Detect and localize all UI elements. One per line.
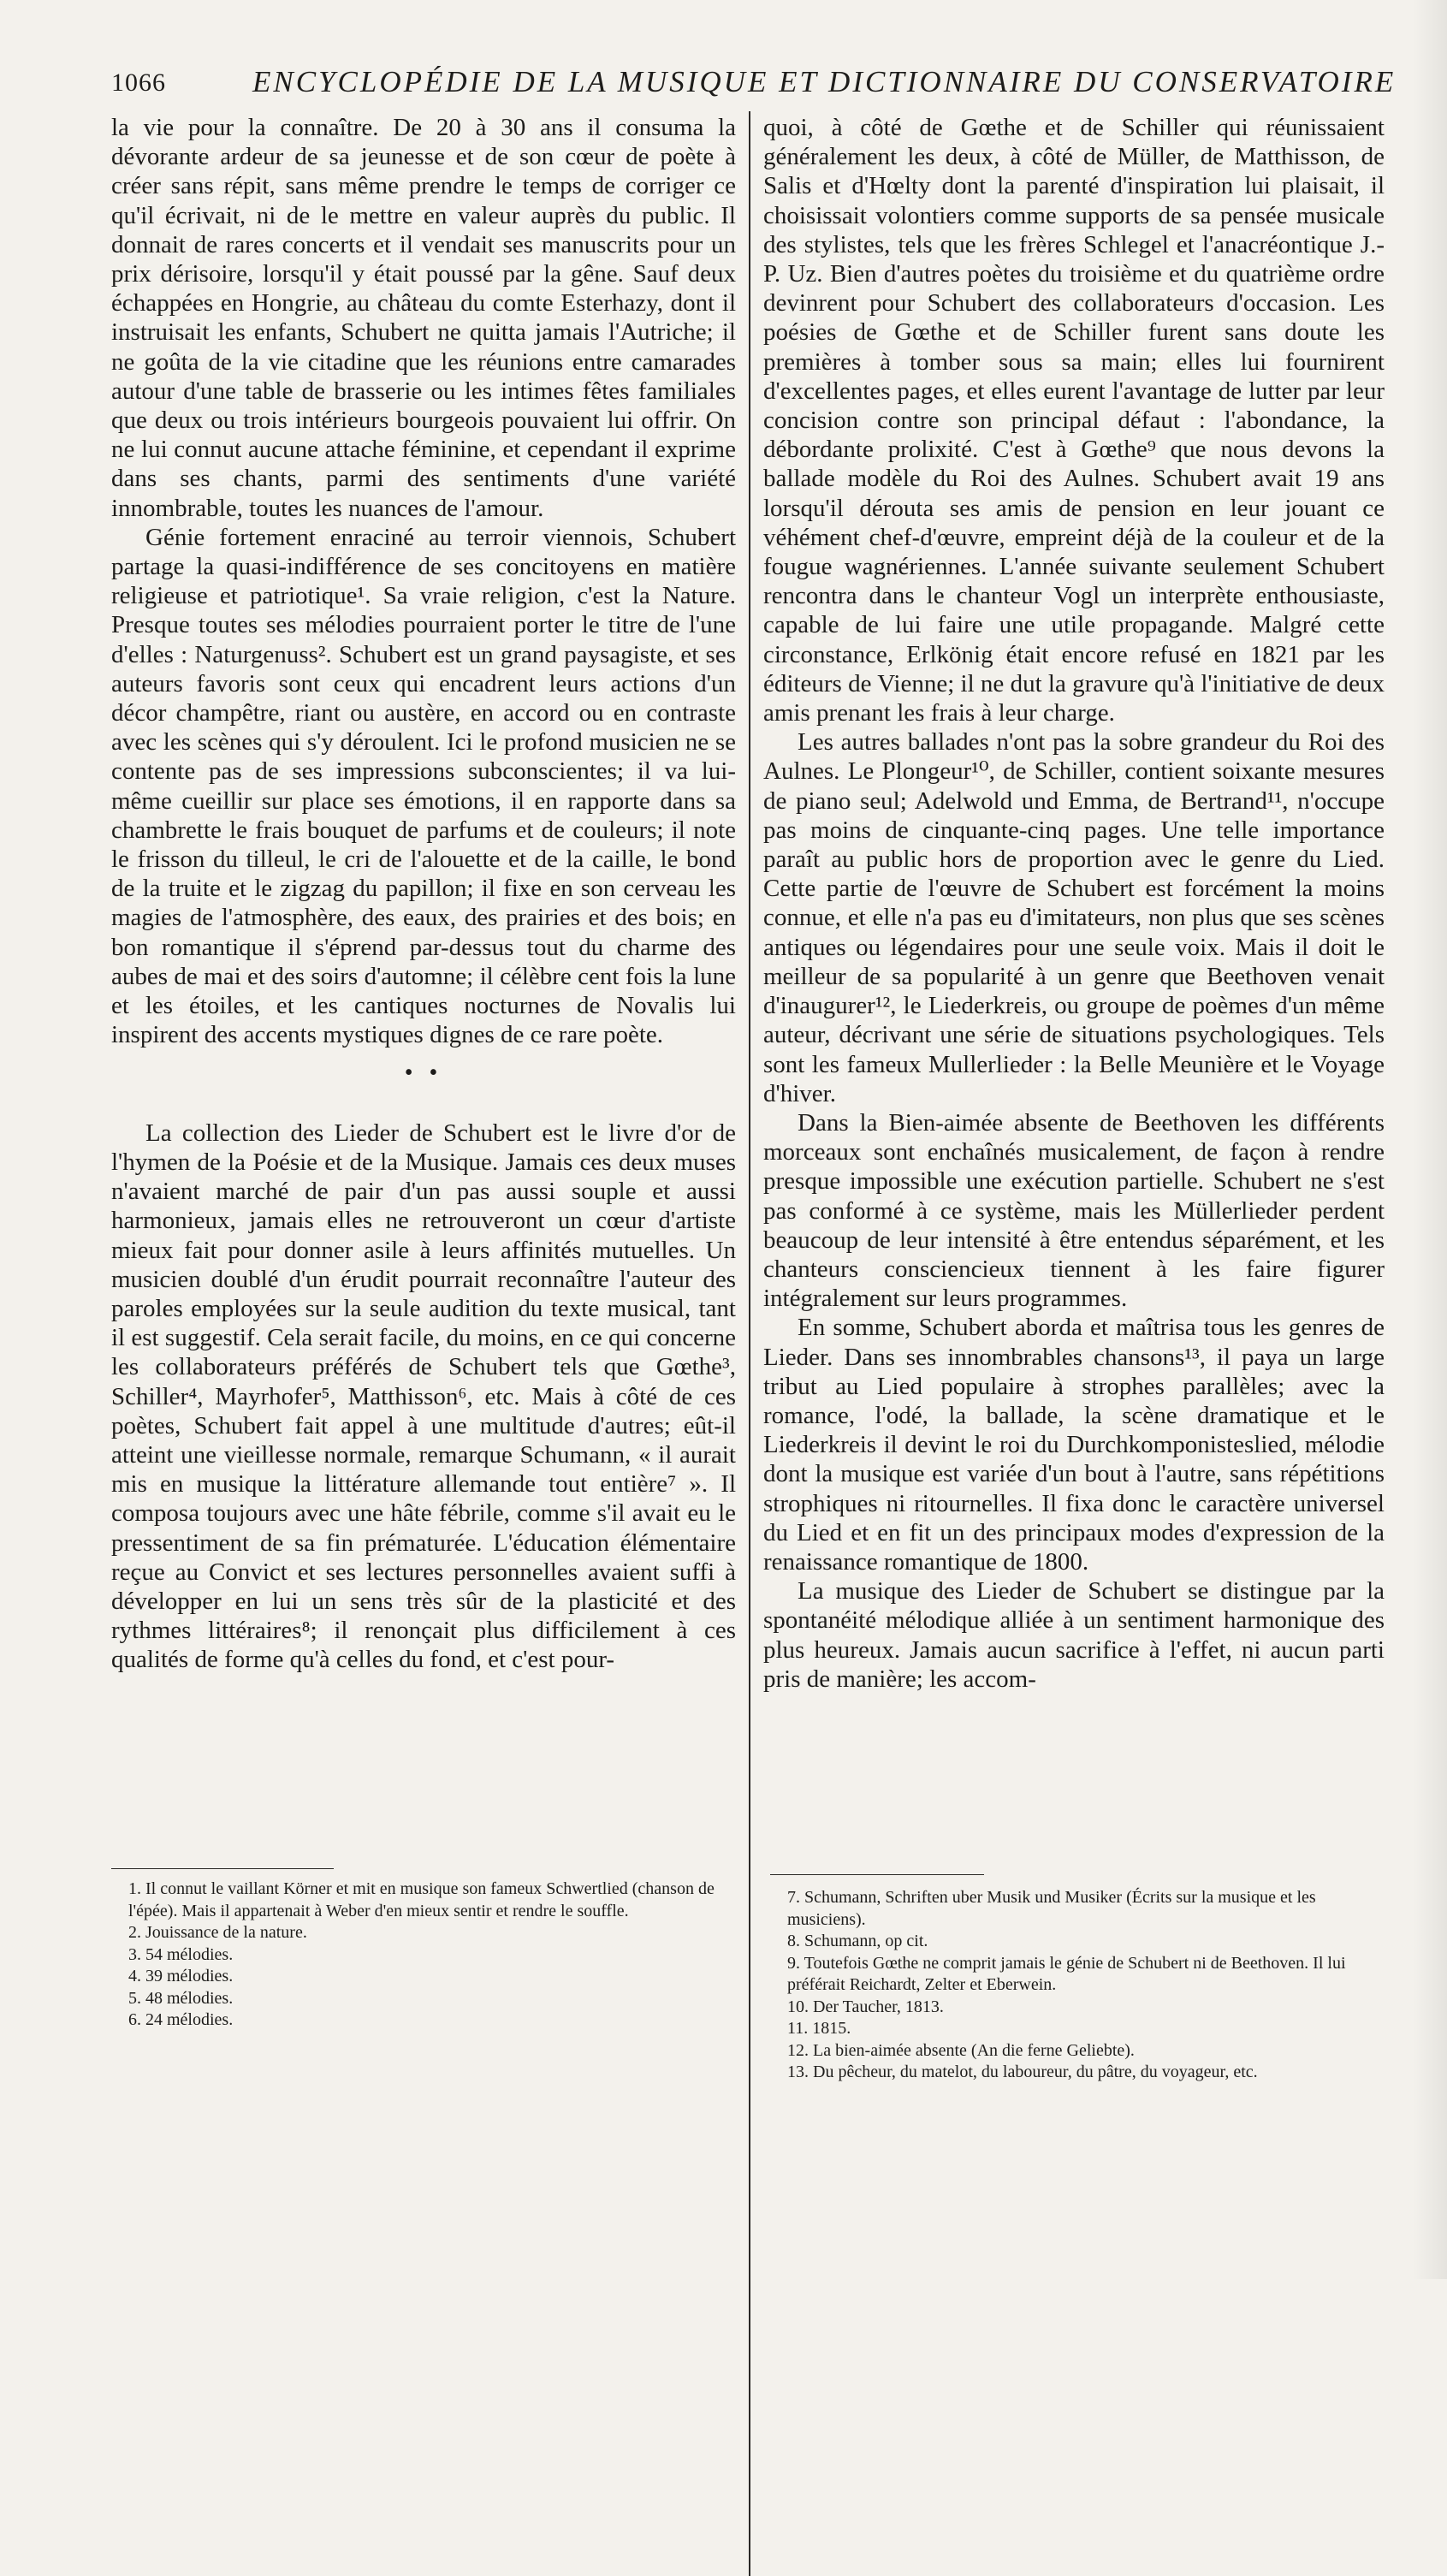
footnotes-left — [128, 1879, 736, 2032]
paragraph: quoi, à côté de Gœthe et de Schiller qui réunissaient généralement les deux, à côté de Müller, de Matthisson, de Salis et d'Hœlty dont la parenté d'inspiration lui plaisait, il choisissait volontiers comme supports de sa pensée musicale des stylistes, tels que les frères Schlegel et l'anacréontique J.-P. Uz. Bien d'autres poètes du troisième et du quatrième ordre devinrent pour Schubert des collaborateurs d'occasion. Les poésies de Gœthe et de Schiller furent sans doute les premières à tomber sous sa main; elles lui fournirent d'excellentes pages, et elles eurent l'avantage de lutter par leur concision contre son principal défaut : l'abondance, la débordante prolixité. C'est à Gœthe⁹ que nous devons la ballade modèle du Roi des Aulnes. Schubert avait 19 ans lorsqu'il dérouta ses amis de pension en leur jouant ce véhément chef-d'œuvre, empreint déjà de la couleur et de la fougue wagnériennes. L'année suivante seulement Schubert rencontra dans le chanteur Vogl un interprète enthousiaste, capable de lui faire une utile propagande. Malgré cette circonstance, Erlkönig était encore refusé en 1821 par les éditeurs de Vienne; il ne dut la gravure qu'à l'initiative de deux amis prenant les frais à leur charge. — [763, 114, 1385, 727]
paragraph: La collection des Lieder de Schubert est le livre d'or de l'hymen de la Poésie et de la Musique. Jamais ces deux muses n'avaient marché de pair d'un pas aussi souple et aussi harmonieux, jamais elles ne retrouveront un cœur d'artiste mieux fait pour donner asile à leurs affinités mutuelles. Un musicien doublé d'un érudit pourrait reconnaître l'auteur des paroles employées sur la seule audition du texte musical, tant il est suggestif. Cela serait facile, du moins, en ce qui concerne les collaborateurs préférés de Schubert tels que Gœthe³, Schiller⁴, Mayrhofer⁵, Matthisson⁶, etc. Mais à côté de ces poètes, Schubert fait appel à une multitude d'autres; eût-il atteint une vieillesse normale, remarque Schumann, « il aurait mis en musique la littérature allemande tout entière⁷ ». Il composa toujours avec une hâte fébrile, comme s'il avait eu le pressentiment de sa fin prématurée. L'éducation élémentaire reçue au Convict et ses lectures personnelles avaient suffi à développer en lui un sens très sûr de la plasticité et des rythmes littéraires⁸; il renonçait plus difficilement à ces qualités de forme qu'à celles du fond, et c'est pour- — [111, 1119, 736, 1674]
column-divider — [749, 111, 750, 2576]
footnote: 7. Schumann, Schriften uber Musik und Musiker (Écrits sur la musique et les musiciens). — [787, 1888, 1316, 1929]
paragraph: En somme, Schubert aborda et maîtrisa tous les genres de Lieder. Dans ses innombrables chansons¹³, il paya un large tribut au Lied populaire à strophes parallèles; avec la romance, l'odé, la ballade, la scène dramatique et le Liederkreis il devint le roi du Durchkomponisteslied, mélodie dont la musique est variée d'un bout à l'autre, sans répétitions strophiques ni ritournelles. Il fixa donc le caractère universel du Lied et en fit un des principaux modes d'expression de la renaissance romantique de 1800. — [763, 1314, 1385, 1576]
page-edge-shadow — [1413, 0, 1447, 2279]
footnote: 11. 1815. — [787, 2019, 851, 2038]
paragraph: la vie pour la connaître. De 20 à 30 ans il consuma la dévorante ardeur de sa jeunesse et de son cœur de poète à créer sans répit, sans même prendre le temps de corriger ce qu'il écrivait, ni de le mettre en valeur auprès du public. Il donnait de rares concerts et il vendait ses manuscrits pour un prix dérisoire, lorsqu'il y était poussé par la gêne. Sauf deux échappées en Hongrie, au château du comte Esterhazy, dont il instruisait les enfants, Schubert ne quitta jamais l'Autriche; il ne goûta de la vie citadine que les réunions entre camarades autour d'une table de brasserie ou les intimes fêtes familiales que deux ou trois intérieurs bourgeois pouvaient lui offrir. On ne lui connut aucune attache féminine, et cependant il exprime dans ses chants, parmi des sentiments d'une variété innombrable, toutes les nuances de l'amour. — [111, 114, 736, 522]
running-title: ENCYCLOPÉDIE DE LA MUSIQUE ET DICTIONNAIRE DU CONSERVATOIRE — [252, 65, 1397, 98]
footnote: 4. 39 mélodies. — [128, 1967, 234, 1985]
page-number: 1066 — [111, 68, 166, 97]
footnote: 9. Toutefois Gœthe ne comprit jamais le génie de Schubert ni de Beethoven. Il lui préférait Reichardt, Zelter et Eberwein. — [787, 1953, 1346, 1994]
paragraph: Les autres ballades n'ont pas la sobre grandeur du Roi des Aulnes. Le Plongeur¹⁰, de Schiller, contient soixante mesures de piano seul; Adelwold und Emma, de Bertrand¹¹, n'occupe pas moins de cinquante-cinq pages. Une telle importance paraît au public hors de proportion avec le genre du Lied. Cette partie de l'œuvre de Schubert est forcément la moins connue, et elle n'a pas eu d'imitateurs, non plus que ses scènes antiques ou légendaires pour une seule voix. Mais il doit le meilleur de sa popularité à un genre que Beethoven venait d'inaugurer¹², le Liederkreis, ou groupe de poèmes d'un même auteur, décrivant une série de situations psychologiques. Tels sont les fameux Mullerlieder : la Belle Meunière et le Voyage d'hiver. — [763, 728, 1385, 1107]
right-column — [763, 113, 1385, 1694]
paragraph: Dans la Bien-aimée absente de Beethoven les différents morceaux sont enchaînés musicalement, de façon à rendre presque impossible une exécution partielle. Schubert ne s'est pas conformé à ce système, mais les Müllerlieder perdent beaucoup de leur intensité à être entendus séparément, et les chanteurs consciencieux tiennent à les faire figurer intégralement sur leurs programmes. — [763, 1108, 1385, 1313]
section-separator: • • — [404, 1059, 443, 1086]
footnote: 10. Der Taucher, 1813. — [787, 1997, 944, 2016]
footnote: 8. Schumann, op cit. — [787, 1932, 928, 1950]
left-column — [111, 113, 736, 1675]
paragraph: La musique des Lieder de Schubert se distingue par la spontanéité mélodique alliée à un sentiment harmonique des plus heureux. Jamais aucun sacrifice à l'effet, ni aucun parti pris de manière; les accom- — [763, 1577, 1385, 1693]
paragraph: Génie fortement enraciné au terroir viennois, Schubert partage la quasi-indifférence de ses concitoyens en matière religieuse et patriotique¹. Sa vraie religion, c'est la Nature. Presque toutes ses mélodies pourraient porter le titre de l'une d'elles : Naturgenuss². Schubert est un grand paysagiste, et ses auteurs favoris sont ceux qui encadrent leurs actions d'un décor champêtre, riant ou austère, en accord ou en contraste avec les scènes qui s'y déroulent. Ici le profond musicien ne se contente pas de ses impressions subconscientes; il va lui-même cueillir sur place ses émotions, il en rapporte dans sa chambrette le frais bouquet de parfums et de couleurs; il note le frisson du tilleul, le cri de l'alouette et de la caille, le bond de la truite et le zigzag du papillon; il fixe en son cerveau les magies de l'atmosphère, des eaux, des prairies et des bois; en bon romantique il s'éprend par-dessus tout du charme des aubes de mai et des soirs d'automne; il célèbre cent fois la lune et les étoiles, et les cantiques nocturnes de Novalis lui inspirent des accents mystiques dignes de ce rare poète. — [111, 523, 736, 1049]
footnote: 2. Jouissance de la nature. — [128, 1923, 307, 1942]
footnote: 12. La bien-aimée absente (An die ferne Geliebte). — [787, 2040, 1135, 2060]
footnote-rule — [111, 1868, 334, 1869]
footnotes-right — [787, 1887, 1386, 2084]
page-header — [111, 62, 1420, 104]
footnote-rule — [770, 1874, 984, 1875]
footnote: 1. Il connut le vaillant Körner et mit en musique son fameux Schwertlied (chanson de l'épée). Mais il appartenait à Weber d'en mieux sentir et rendre le souffle. — [128, 1879, 715, 1920]
footnote: 3. 54 mélodies. — [128, 1944, 234, 1964]
footnote: 13. Du pêcheur, du matelot, du laboureur, du pâtre, du voyageur, etc. — [787, 2063, 1258, 2081]
footnote: 6. 24 mélodies. — [128, 2010, 234, 2029]
footnote: 5. 48 mélodies. — [128, 1988, 234, 2008]
